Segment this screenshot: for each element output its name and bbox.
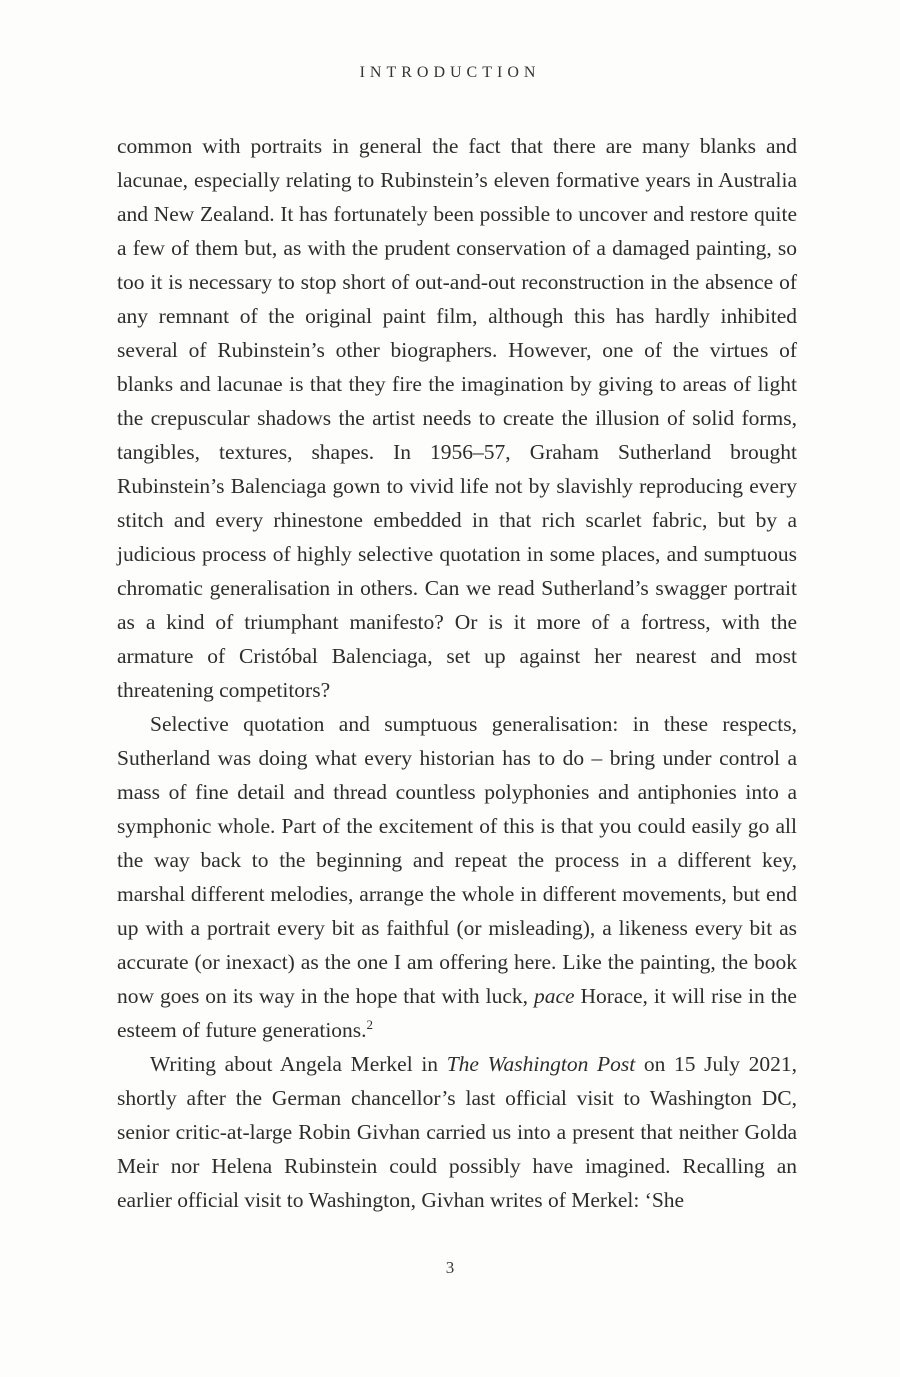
text-run: Selective quotation and sumptuous generalisation: in these respects, Sutherland was doing what every historian has to do – bring under control a mass of fine detail and thread countless polyphonies and antiphonies into a symphonic whole. Part of the excitement of this is that you could easily go all the way back to the beginning and repeat the process in a different key, marshal different melodies, arrange the whole in different movements, but end up with a portrait every bit as faithful (or misleading), a likeness every bit as accurate (or inexact) as the one I am offering here. Like the painting, the book now goes on its way in the hope that with luck, — [117, 712, 797, 1008]
paragraph — [117, 129, 797, 707]
footnote-marker: 2 — [366, 1016, 374, 1032]
italic-text-run: pace — [533, 984, 575, 1008]
text-run: on 15 July 2021, shortly after the German chancellor’s last official visit to Washington DC, senior critic-at-large Robin Givhan carried us into a present that neither Golda Meir nor Helena Rubinstein could possibly have imagined. Recalling an earlier official visit to Washington, Givhan writes of Merkel: ‘She — [117, 1052, 797, 1212]
text-run: common with portraits in general the fact that there are many blanks and lacunae, especially relating to Rubinstein’s eleven formative years in Australia and New Zealand. It has fortunately been possible to uncover and restore quite a few of them but, as with the prudent conservation of a damaged painting, so too it is necessary to stop short of out-and-out reconstruction in the absence of any remnant of the original paint film, although this has hardly inhibited several of Rubinstein’s other biographers. However, one of the virtues of blanks and lacunae is that they fire the imagination by giving to areas of light the crepuscular shadows the artist needs to create the illusion of solid forms, tangibles, textures, shapes. In 1956–57, Graham Sutherland brought Rubinstein’s Balenciaga gown to vivid life not by slavishly reproducing every stitch and every rhinestone embedded in that rich scarlet fabric, but by a judicious process of highly selective quotation in some places, and sumptuous chromatic generalisation in others. Can we read Sutherland’s swagger portrait as a kind of triumphant manifesto? Or is it more of a fortress, with the armature of Cristóbal Balenciaga, set up against her nearest and most threatening competitors? — [117, 134, 797, 702]
italic-text-run: The Washington Post — [446, 1052, 636, 1076]
text-run: Writing about Angela Merkel in — [150, 1052, 447, 1076]
paragraph — [117, 707, 797, 1047]
paragraph — [117, 1047, 797, 1217]
body-text — [117, 129, 797, 1217]
running-head: INTRODUCTION — [359, 64, 541, 81]
page-number: 3 — [445, 1258, 455, 1277]
text-run: Horace, it will rise in the esteem of future generations. — [117, 984, 797, 1042]
